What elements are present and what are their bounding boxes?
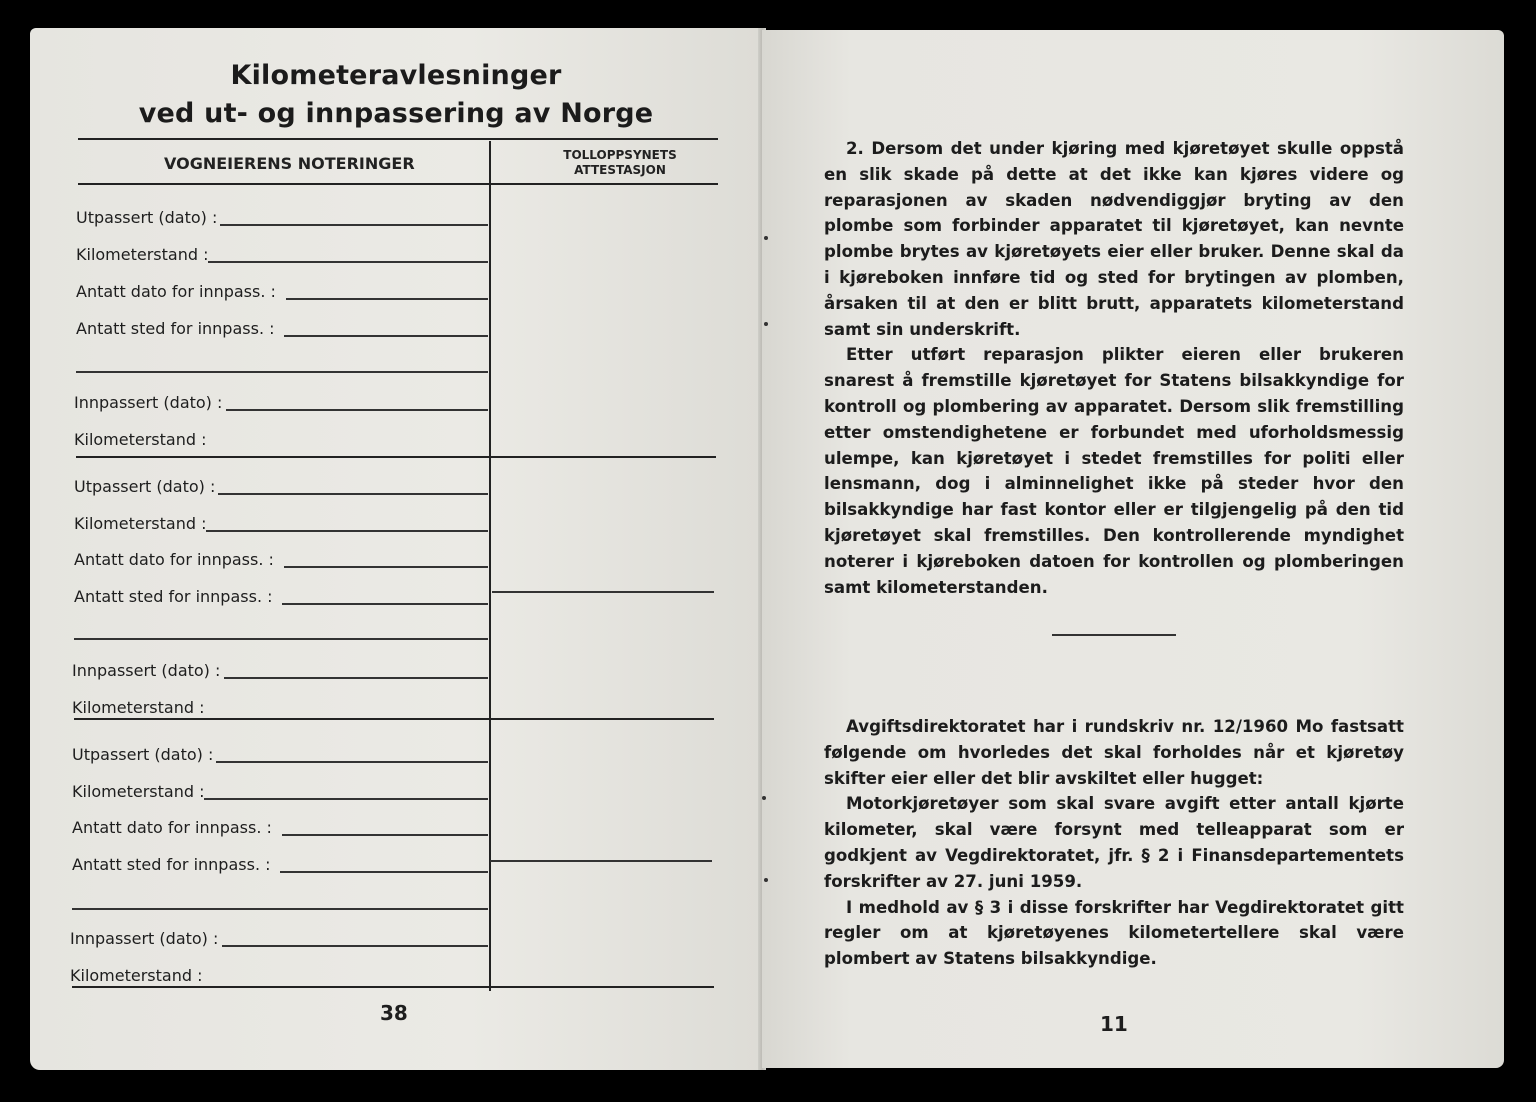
customs-rule	[490, 860, 712, 862]
binding-mark	[764, 236, 768, 240]
binding-mark	[762, 796, 766, 800]
label-antatt-sted: Antatt sted for innpass. :	[76, 319, 275, 338]
label-kilometerstand: Kilometerstand :	[70, 966, 203, 985]
field-line	[224, 677, 488, 679]
label-antatt-sted: Antatt sted for innpass. :	[74, 587, 273, 606]
field-line	[280, 871, 488, 873]
block-separator	[72, 986, 714, 988]
field-line	[284, 335, 488, 337]
label-kilometerstand: Kilometerstand :	[74, 514, 207, 533]
field-line	[220, 224, 488, 226]
label-utpassert: Utpassert (dato) :	[76, 208, 218, 227]
column-header-customs-line1: TOLLOPPSYNETS	[563, 148, 677, 162]
field-line	[218, 493, 488, 495]
paragraph: Etter utført reparasjon plikter eieren eller brukeren snarest å fremstille kjøretøyet for Statens bilsakkyndige for kontroll og plombering av apparatet. Dersom slik fremstilling etter omstendighetene er forbundet med uforholdsmessig ulempe, kan kjøretøyet i stedet fremstilles for politi eller lensmann, dog i alminnelighet ikke på steder hvor den bilsakkyndige har fast kontor eller er tilgjengelig på den tid kjøretøyet skal fremstilles. Den kontrollerende myndighet noterer i kjøreboken datoen for kontrollen og plomberingen samt kilometerstanden.	[824, 345, 1404, 597]
paragraph: I medhold av § 3 i disse forskrifter har Vegdirektoratet gitt regler om at kjøretøyenes kilometertellere skal være plombert av Statens bilsakkyndige.	[824, 897, 1404, 969]
field-line	[74, 638, 488, 640]
right-page	[762, 30, 1504, 1068]
label-kilometerstand: Kilometerstand :	[72, 698, 205, 717]
page-number-left: 38	[380, 1001, 408, 1025]
label-antatt-dato: Antatt dato for innpass. :	[72, 818, 272, 837]
field-line	[72, 908, 488, 910]
field-line	[282, 834, 488, 836]
page-subtitle: ved ut- og innpassering av Norge	[138, 98, 654, 129]
column-header-owner: VOGNEIERENS NOTERINGER	[164, 154, 415, 173]
block-separator	[76, 456, 716, 458]
circular-text	[824, 714, 1404, 972]
section-divider	[1052, 634, 1176, 636]
binding-mark	[764, 878, 768, 882]
label-antatt-sted: Antatt sted for innpass. :	[72, 855, 271, 874]
header-bottom-rule	[78, 183, 718, 185]
label-kilometerstand: Kilometerstand :	[72, 782, 205, 801]
field-line	[282, 603, 488, 605]
page-number-right: 11	[1100, 1012, 1128, 1036]
customs-rule	[492, 591, 714, 593]
field-line	[286, 298, 488, 300]
field-line	[284, 566, 488, 568]
label-utpassert: Utpassert (dato) :	[72, 745, 214, 764]
block-separator	[74, 718, 714, 720]
paragraph: Motorkjøretøyer som skal svare avgift etter antall kjørte kilometer, skal være forsynt med telleapparat som er godkjent av Vegdirektoratet, jfr. § 2 i Finansdepartementets forskrifter av 27. juni 1959.	[824, 794, 1404, 891]
column-divider	[489, 141, 491, 991]
label-innpassert: Innpassert (dato) :	[72, 661, 221, 680]
field-line	[222, 945, 488, 947]
field-line	[216, 761, 488, 763]
field-line	[208, 261, 488, 263]
field-line	[226, 409, 488, 411]
label-innpassert: Innpassert (dato) :	[70, 929, 219, 948]
section-2-text	[824, 136, 1404, 600]
column-header-customs-line2: ATTESTASJON	[574, 163, 666, 177]
page-title: Kilometeravlesninger	[230, 60, 562, 91]
left-page	[30, 28, 762, 1070]
column-header-customs	[545, 148, 695, 178]
field-line	[204, 798, 488, 800]
paragraph: Avgiftsdirektoratet har i rundskriv nr. 12/1960 Mo fastsatt følgende om hvorledes det skal forholdes når et kjøretøy skifter eier eller det blir avskiltet eller hugget:	[824, 717, 1404, 788]
paragraph: 2. Dersom det under kjøring med kjøretøyet skulle oppstå en slik skade på dette at det ikke kan kjøres videre og reparasjonen av skaden nødvendiggjør bryting av den plombe som forbinder apparatet til kjøretøyet, kan nevnte plombe brytes av kjøretøyets eier eller bruker. Denne skal da i kjøreboken innføre tid og sted for brytingen av plomben, årsaken til at den er blitt brutt, apparatets kilometerstand samt sin underskrift.	[824, 139, 1404, 339]
field-line	[76, 371, 488, 373]
label-antatt-dato: Antatt dato for innpass. :	[76, 282, 276, 301]
label-antatt-dato: Antatt dato for innpass. :	[74, 550, 274, 569]
label-kilometerstand: Kilometerstand :	[76, 245, 209, 264]
header-top-rule	[78, 138, 718, 140]
label-innpassert: Innpassert (dato) :	[74, 393, 223, 412]
binding-mark	[764, 322, 768, 326]
label-utpassert: Utpassert (dato) :	[74, 477, 216, 496]
label-kilometerstand: Kilometerstand :	[74, 430, 207, 449]
field-line	[206, 530, 488, 532]
